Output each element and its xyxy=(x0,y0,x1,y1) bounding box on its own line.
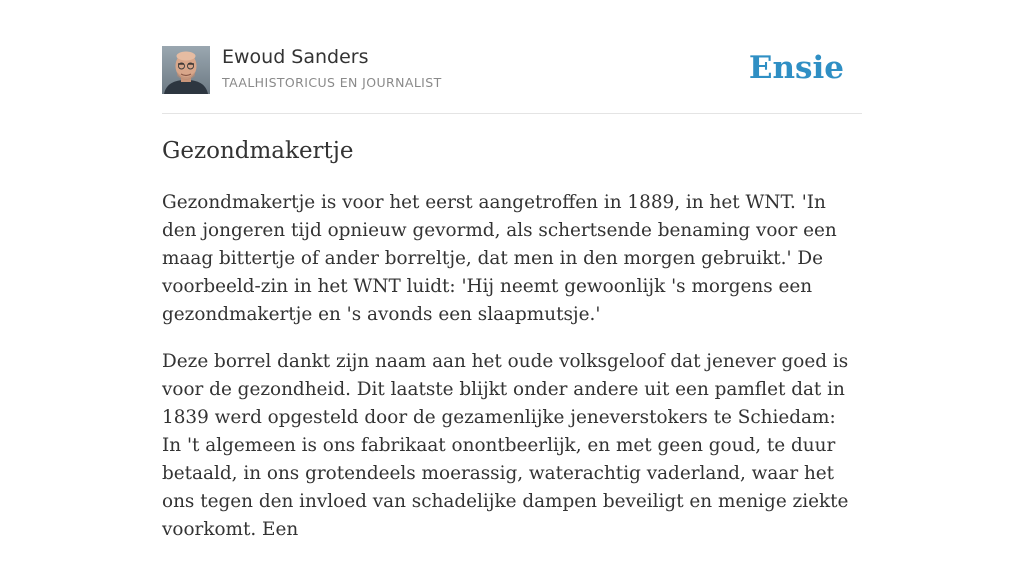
paragraph: In 't algemeen is ons fabrikaat onontbeerlijk, en met geen goud, te duur betaald, in ons grotendeels moerassig, waterachtig vaderland, waar het ons tegen den invloed van schadelijke dampen beveiligt en menige ziekte voorkomt. Een xyxy=(162,435,849,540)
brand-logo[interactable]: Ensie xyxy=(748,50,844,86)
avatar-photo xyxy=(162,46,210,94)
paragraph: Gezondmakertje is voor het eerst aangetroffen in 1889, in het WNT. 'In den jongeren tijd opnieuw gevormd, als schertsende benaming voor een maag bittertje of ander borreltje, dat men in den morgen gebruikt.' De voorbeeld-zin in het WNT luidt: 'Hij neemt gewoonlijk 's morgens een gezondmakertje en 's avonds een slaapmutsje.' xyxy=(162,192,837,325)
article-body xyxy=(162,189,866,563)
avatar[interactable] xyxy=(162,46,210,94)
article-title: Gezondmakertje xyxy=(162,138,354,164)
header-divider xyxy=(162,113,862,114)
paragraph: Deze borrel dankt zijn naam aan het oude volksgeloof dat jenever goed is voor de gezondheid. Dit laatste blijkt onder andere uit een pamflet dat in 1839 werd opgesteld door de gezamenlijke jeneverstokers te Schiedam: xyxy=(162,351,849,428)
author-name[interactable]: Ewoud Sanders xyxy=(222,46,369,68)
article-header xyxy=(162,46,862,96)
author-role: TAALHISTORICUS EN JOURNALIST xyxy=(222,75,442,90)
